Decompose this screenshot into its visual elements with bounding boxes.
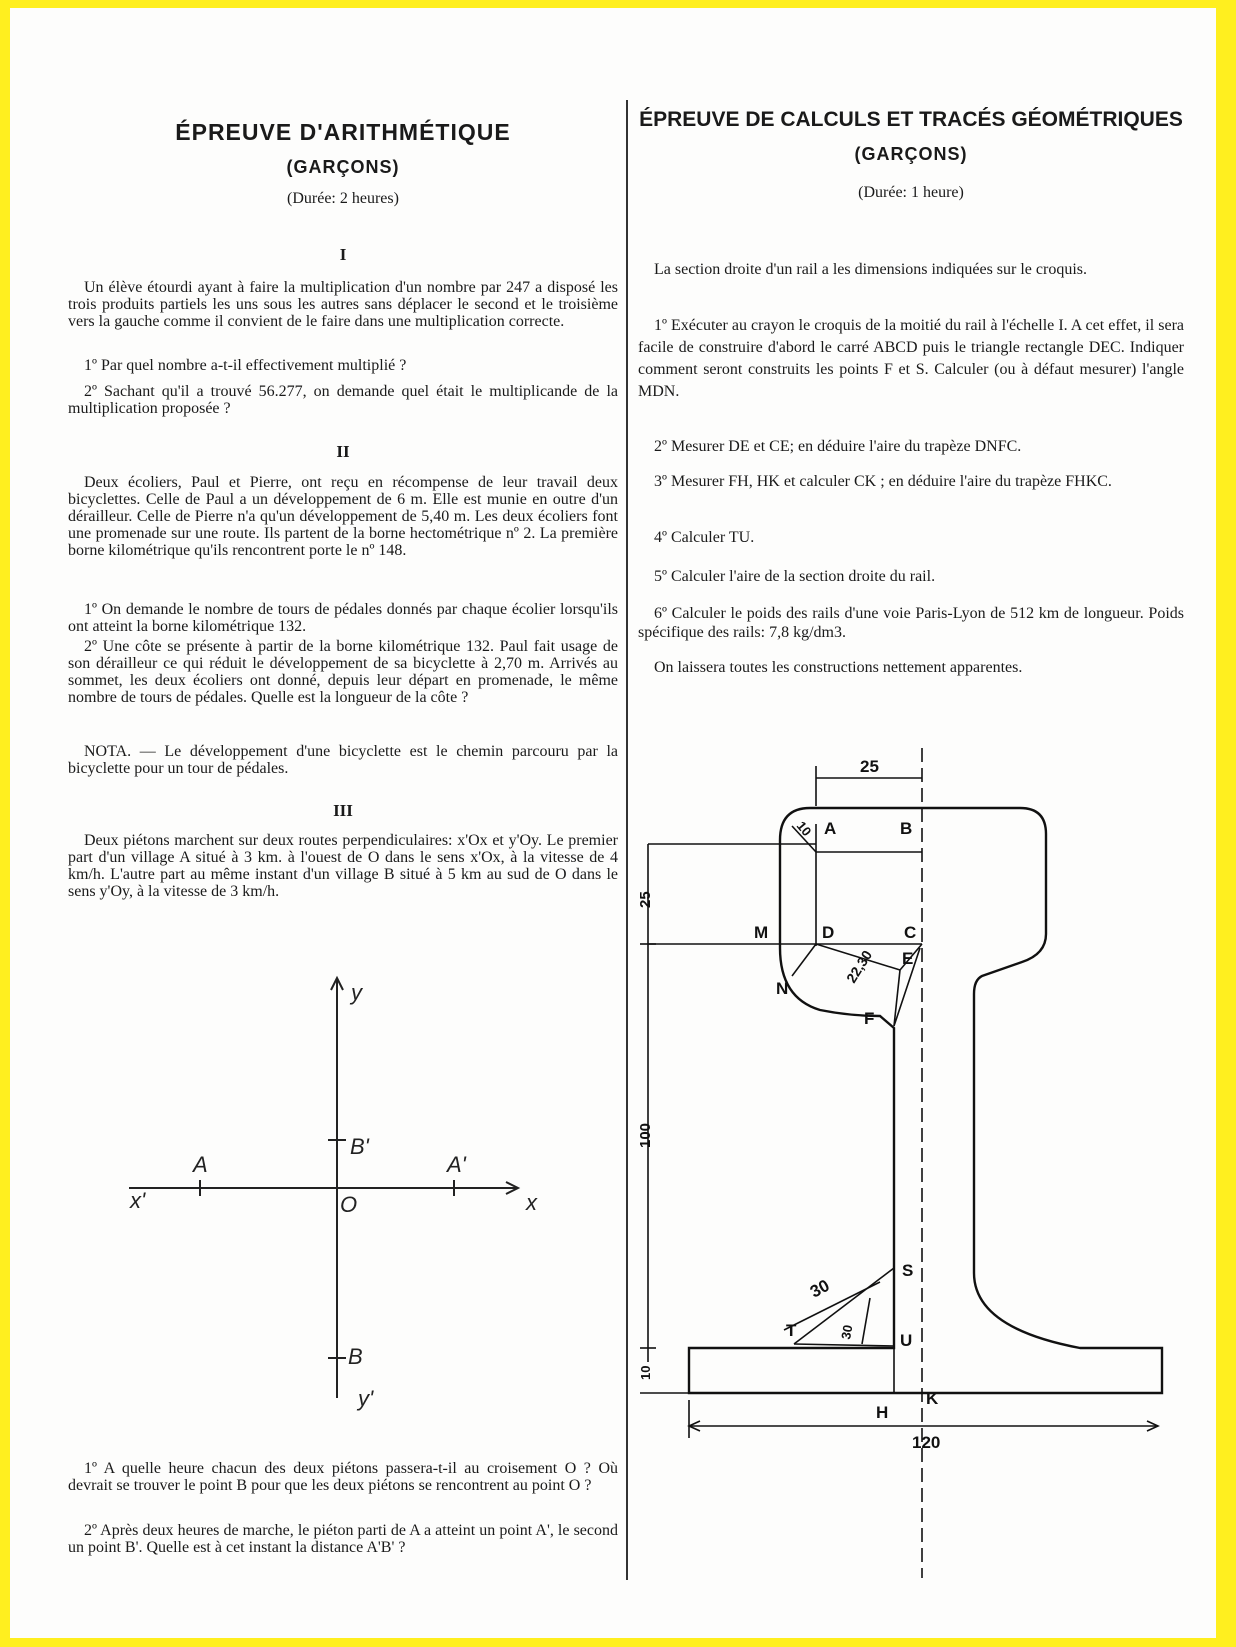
section2-question2: 2º Une côte se présente à partir de la borne kilométrique 132. Paul fait usage de son dérailleur ce qui réduit le développement de sa bicyclette à 2,70 m. Arrivés au sommet, les deux écoliers ont donné, depuis leur départ en promenade, le même nombre de tours de pédales. Quelle est la longueur de la côte ? bbox=[68, 638, 618, 706]
point-h: H bbox=[876, 1403, 889, 1422]
point-k: K bbox=[926, 1389, 939, 1408]
right-duration: (Durée: 1 heure) bbox=[858, 184, 964, 201]
point-u: U bbox=[900, 1331, 913, 1350]
dim-30-small-label: 30 bbox=[838, 1323, 856, 1341]
section2-intro: Deux écoliers, Paul et Pierre, ont reçu en récompense de leur travail deux bicyclettes. Celle de Paul a un développement de 6 m. Elle est munie en outre d'un dérailleur. Celle de Pierre n'a qu'un développement de 5,40 m. Les deux écoliers font une promenade sur une route. Ils partent de la borne hectométrique nº 2. La première borne kilométrique qu'ils rencontrent porte le nº 148. bbox=[68, 474, 618, 559]
rail-question3: 3º Mesurer FH, HK et calculer CK ; en déduire l'aire du trapèze FHKC. bbox=[654, 473, 1112, 490]
point-a: A bbox=[824, 819, 837, 838]
right-title: ÉPREUVE DE CALCULS ET TRACÉS GÉOMÉTRIQUES bbox=[639, 108, 1183, 131]
rail-note: On laissera toutes les constructions nettement apparentes. bbox=[654, 659, 1023, 676]
point-d: D bbox=[822, 923, 835, 942]
section1-question1: 1º Par quel nombre a-t-il effectivement multiplié ? bbox=[84, 357, 407, 374]
section-numeral-1: I bbox=[339, 245, 347, 264]
label-y: y bbox=[351, 980, 362, 1005]
section2-question1: 1º On demande le nombre de tours de pédales donnés par chaque écolier lorsqu'ils ont atteint la borne kilométrique 132. bbox=[68, 601, 618, 635]
rail-question5: 5º Calculer l'aire de la section droite du rail. bbox=[654, 568, 936, 585]
section3-question2: 2º Après deux heures de marche, le piéton parti de A a atteint un point A', le second un point B'. Quelle est à cet instant la distance A'B' ? bbox=[68, 1522, 618, 1556]
right-subtitle: (GARÇONS) bbox=[854, 144, 968, 164]
left-subtitle: (GARÇONS) bbox=[286, 157, 400, 177]
dim-22-30-label: 22,30 bbox=[842, 947, 876, 986]
axes-diagram bbox=[68, 958, 618, 1418]
rail-question6: 6º Calculer le poids des rails d'une voie Paris-Lyon de 512 km de longueur. Poids spécifique des rails: 7,8 kg/dm3. bbox=[638, 605, 1184, 641]
exam-sheet bbox=[10, 8, 1216, 1638]
rail-question1: 1º Exécuter au crayon le croquis de la moitié du rail à l'échelle I. A cet effet, il sera facile de construire d'abord le carré ABCD puis le triangle rectangle DEC. Indiquer comment seront construits les points F et S. Calculer (ou à défaut mesurer) l'angle MDN. bbox=[638, 317, 1184, 400]
label-x: x bbox=[526, 1190, 537, 1215]
left-duration: (Durée: 2 heures) bbox=[287, 190, 399, 207]
section-numeral-3: III bbox=[333, 801, 353, 820]
rail-question2: 2º Mesurer DE et CE; en déduire l'aire du trapèze DNFC. bbox=[654, 438, 1022, 455]
segment-dn bbox=[792, 944, 816, 976]
label-a: A bbox=[193, 1152, 208, 1177]
dim-30-label: 30 bbox=[806, 1275, 833, 1302]
section2-nota: NOTA. — Le développement d'une bicyclette est le chemin parcouru par la bicyclette pour un tour de pédales. bbox=[68, 743, 618, 777]
point-s: S bbox=[902, 1261, 914, 1280]
rail-intro: La section droite d'un rail a les dimensions indiquées sur le croquis. bbox=[654, 261, 1088, 278]
dim-100-label: 100 bbox=[637, 1122, 654, 1148]
point-b: B bbox=[900, 819, 913, 838]
point-n: N bbox=[776, 979, 789, 998]
label-b: B bbox=[348, 1344, 363, 1369]
label-x-prime: x' bbox=[130, 1188, 146, 1213]
rail-profile bbox=[689, 808, 1162, 1393]
point-t: T bbox=[786, 1321, 797, 1340]
dim-30-small bbox=[862, 1298, 870, 1344]
dim-10-side-label: 10 bbox=[638, 1365, 653, 1380]
point-e: E bbox=[902, 949, 914, 968]
point-m: M bbox=[754, 923, 769, 942]
segment-tu bbox=[794, 1344, 894, 1346]
left-title: ÉPREUVE D'ARITHMÉTIQUE bbox=[175, 119, 511, 145]
point-c: C bbox=[904, 923, 917, 942]
label-origin: O bbox=[340, 1192, 358, 1217]
label-b-prime: B' bbox=[350, 1134, 369, 1159]
rail-question4: 4º Calculer TU. bbox=[654, 529, 755, 546]
dim-25-top-label: 25 bbox=[860, 757, 879, 776]
label-a-prime: A' bbox=[447, 1152, 466, 1177]
section1-intro: Un élève étourdi ayant à faire la multiplication d'un nombre par 247 a disposé les trois produits partiels les uns sous les autres sans déplacer le second et le troisième vers la gauche comme il convient de le faire dans une multiplication correcte. bbox=[68, 279, 618, 330]
rail-diagram bbox=[610, 748, 1170, 1608]
section3-intro: Deux piétons marchent sur deux routes perpendiculaires: x'Ox et y'Oy. Le premier part d'un village A situé à 3 km. à l'ouest de O dans le sens x'Ox, à la vitesse de 4 km/h. L'autre part au même instant d'un village B situé à 5 km au sud de O dans le sens y'Oy, à la vitesse de 3 km/h. bbox=[68, 832, 618, 900]
dim-25-side-label: 25 bbox=[637, 891, 654, 908]
label-y-prime: y' bbox=[358, 1386, 374, 1411]
section3-question1: 1º A quelle heure chacun des deux piétons passera-t-il au croisement O ? Où devrait se trouver le point B pour que les deux piétons se rencontrent au point O ? bbox=[68, 1460, 618, 1494]
point-f: F bbox=[864, 1009, 875, 1028]
dim-10-radius-label: 10 bbox=[793, 818, 815, 840]
section-numeral-2: II bbox=[336, 442, 350, 461]
section1-question2: 2º Sachant qu'il a trouvé 56.277, on demande quel était le multiplicande de la multiplication proposée ? bbox=[68, 383, 618, 417]
dim-120-label: 120 bbox=[912, 1433, 941, 1452]
